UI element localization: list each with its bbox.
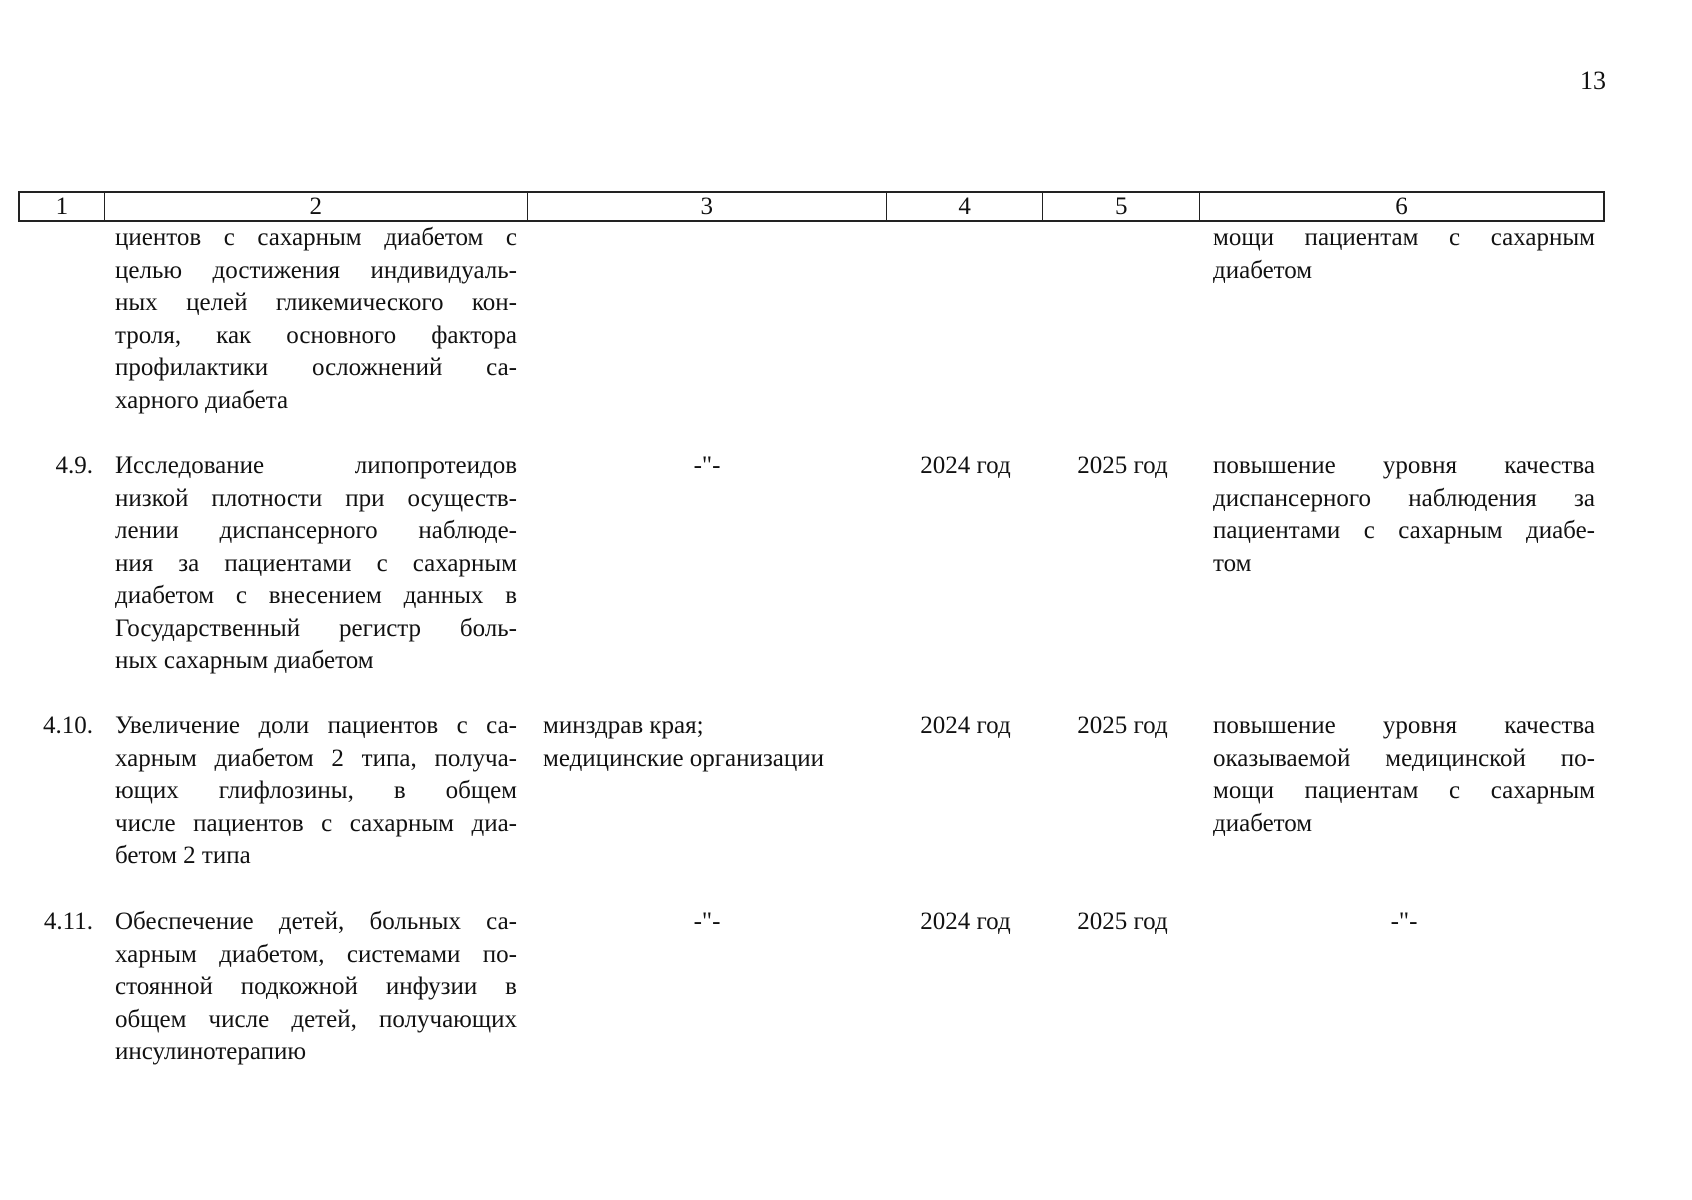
table-row bbox=[18, 222, 1605, 450]
responsible-text bbox=[527, 222, 887, 450]
header-col-6: 6 bbox=[1395, 192, 1408, 220]
start-year: 2024 год bbox=[920, 452, 1011, 479]
table-body bbox=[18, 222, 1605, 1076]
responsible-text: -"- bbox=[693, 908, 721, 935]
page-number: 13 bbox=[1580, 66, 1606, 95]
responsible-text: минздрав края; медицинские организации bbox=[543, 712, 825, 772]
end-year bbox=[1044, 222, 1201, 450]
table-row bbox=[18, 710, 1605, 906]
measure-text: циентов с сахарным диабетом с целью достижения индивидуаль- ных целей гликемического кон- троля, как основного фактора профилактики осложнений са- харного диабета bbox=[115, 224, 517, 414]
start-year: 2024 год bbox=[920, 712, 1011, 739]
result-text: мощи пациентам с сахарным диабетом bbox=[1213, 224, 1595, 284]
row-number bbox=[18, 222, 103, 450]
header-col-4: 4 bbox=[887, 193, 1044, 220]
header-col-1: 1 bbox=[20, 193, 105, 220]
end-year: 2025 год bbox=[1077, 712, 1168, 739]
header-col-3: 3 bbox=[528, 193, 887, 220]
start-year bbox=[887, 222, 1044, 450]
end-year: 2025 год bbox=[1077, 908, 1168, 935]
header-col-2: 2 bbox=[105, 193, 528, 220]
header-col-5: 5 bbox=[1043, 193, 1200, 220]
measure-text: Обеспечение детей, больных са- харным диабетом, системами по- стоянной подкожной инфузии в общем числе детей, получающих инсулинотерапию bbox=[115, 908, 517, 1065]
measure-text: Увеличение доли пациентов с са- харным диабетом 2 типа, получа- ющих глифлозины, в общем числе пациентов с сахарным диа- бетом 2 типа bbox=[115, 712, 517, 869]
table-row bbox=[18, 906, 1605, 1076]
measure-text: Исследование липопротеидов низкой плотности при осуществ- лении диспансерного наблюде- ния за пациентами с сахарным диабетом с внесением данных в Государственный регистр боль- ных сахарным диабетом bbox=[115, 452, 517, 674]
end-year: 2025 год bbox=[1077, 452, 1168, 479]
row-number: 4.11. bbox=[43, 908, 93, 935]
result-text: повышение уровня качества оказываемой медицинской по- мощи пациентам с сахарным диабетом bbox=[1213, 712, 1595, 837]
row-number: 4.9. bbox=[55, 452, 93, 479]
start-year: 2024 год bbox=[920, 908, 1011, 935]
result-text: -"- bbox=[1390, 908, 1418, 935]
table-header bbox=[18, 191, 1605, 222]
result-text: повышение уровня качества диспансерного наблюдения за пациентами с сахарным диабе- том bbox=[1213, 452, 1595, 577]
table-row bbox=[18, 450, 1605, 710]
row-number: 4.10. bbox=[43, 712, 93, 739]
responsible-text: -"- bbox=[693, 452, 721, 479]
